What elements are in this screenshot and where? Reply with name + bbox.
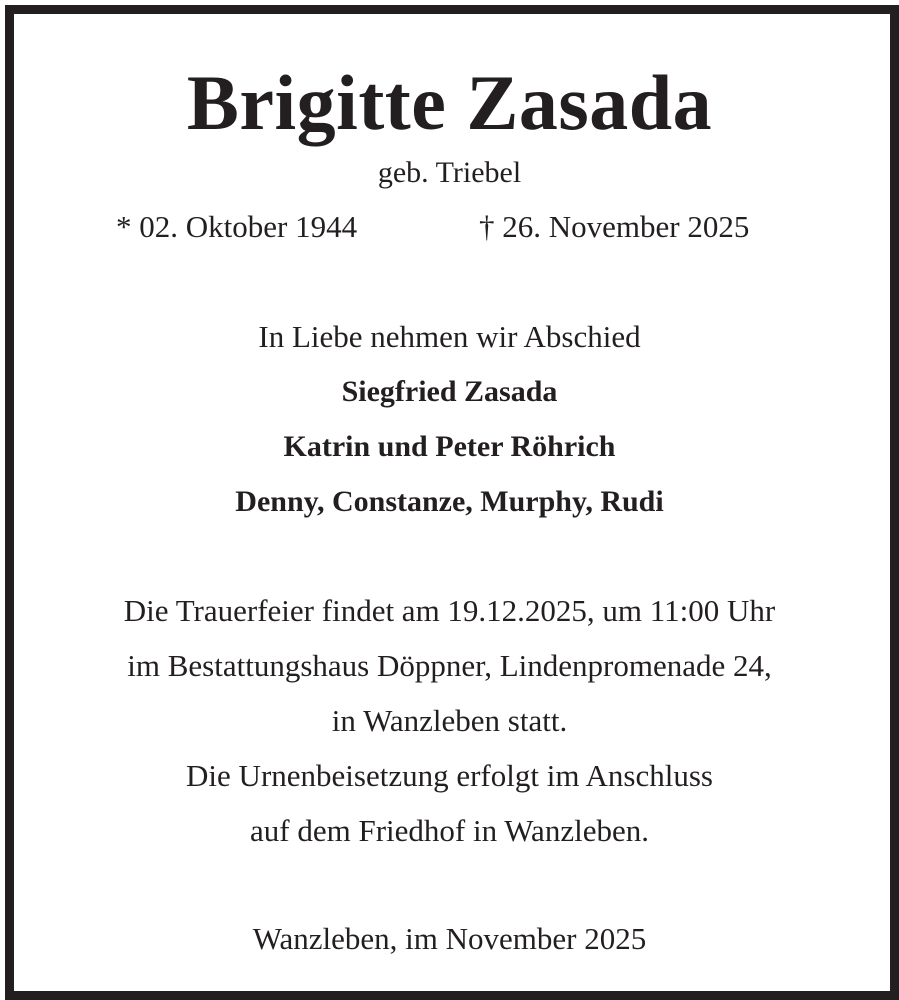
service-line: Die Trauerfeier findet am 19.12.2025, um 11:00 Uhr (123, 593, 776, 628)
farewell-intro: In Liebe nehmen wir Abschied (258, 319, 641, 354)
service-line: auf dem Friedhof in Wanzleben. (250, 813, 649, 848)
mourner-name: Katrin und Peter Röhrich (283, 430, 616, 463)
service-line: im Bestattungshaus Döppner, Lindenpromenade 24, (127, 648, 772, 683)
maiden-name: geb. Triebel (377, 156, 522, 189)
mourner-name: Denny, Constanze, Murphy, Rudi (235, 485, 664, 518)
service-line: in Wanzleben statt. (331, 703, 568, 738)
deceased-name: Brigitte Zasada (186, 59, 713, 146)
death-date: † 26. November 2025 (479, 209, 750, 244)
birth-date: * 02. Oktober 1944 (116, 209, 358, 244)
service-line: Die Urnenbeisetzung erfolgt im Anschluss (186, 758, 713, 793)
place-and-date: Wanzleben, im November 2025 (252, 921, 647, 956)
mourner-name: Siegfried Zasada (341, 375, 558, 408)
